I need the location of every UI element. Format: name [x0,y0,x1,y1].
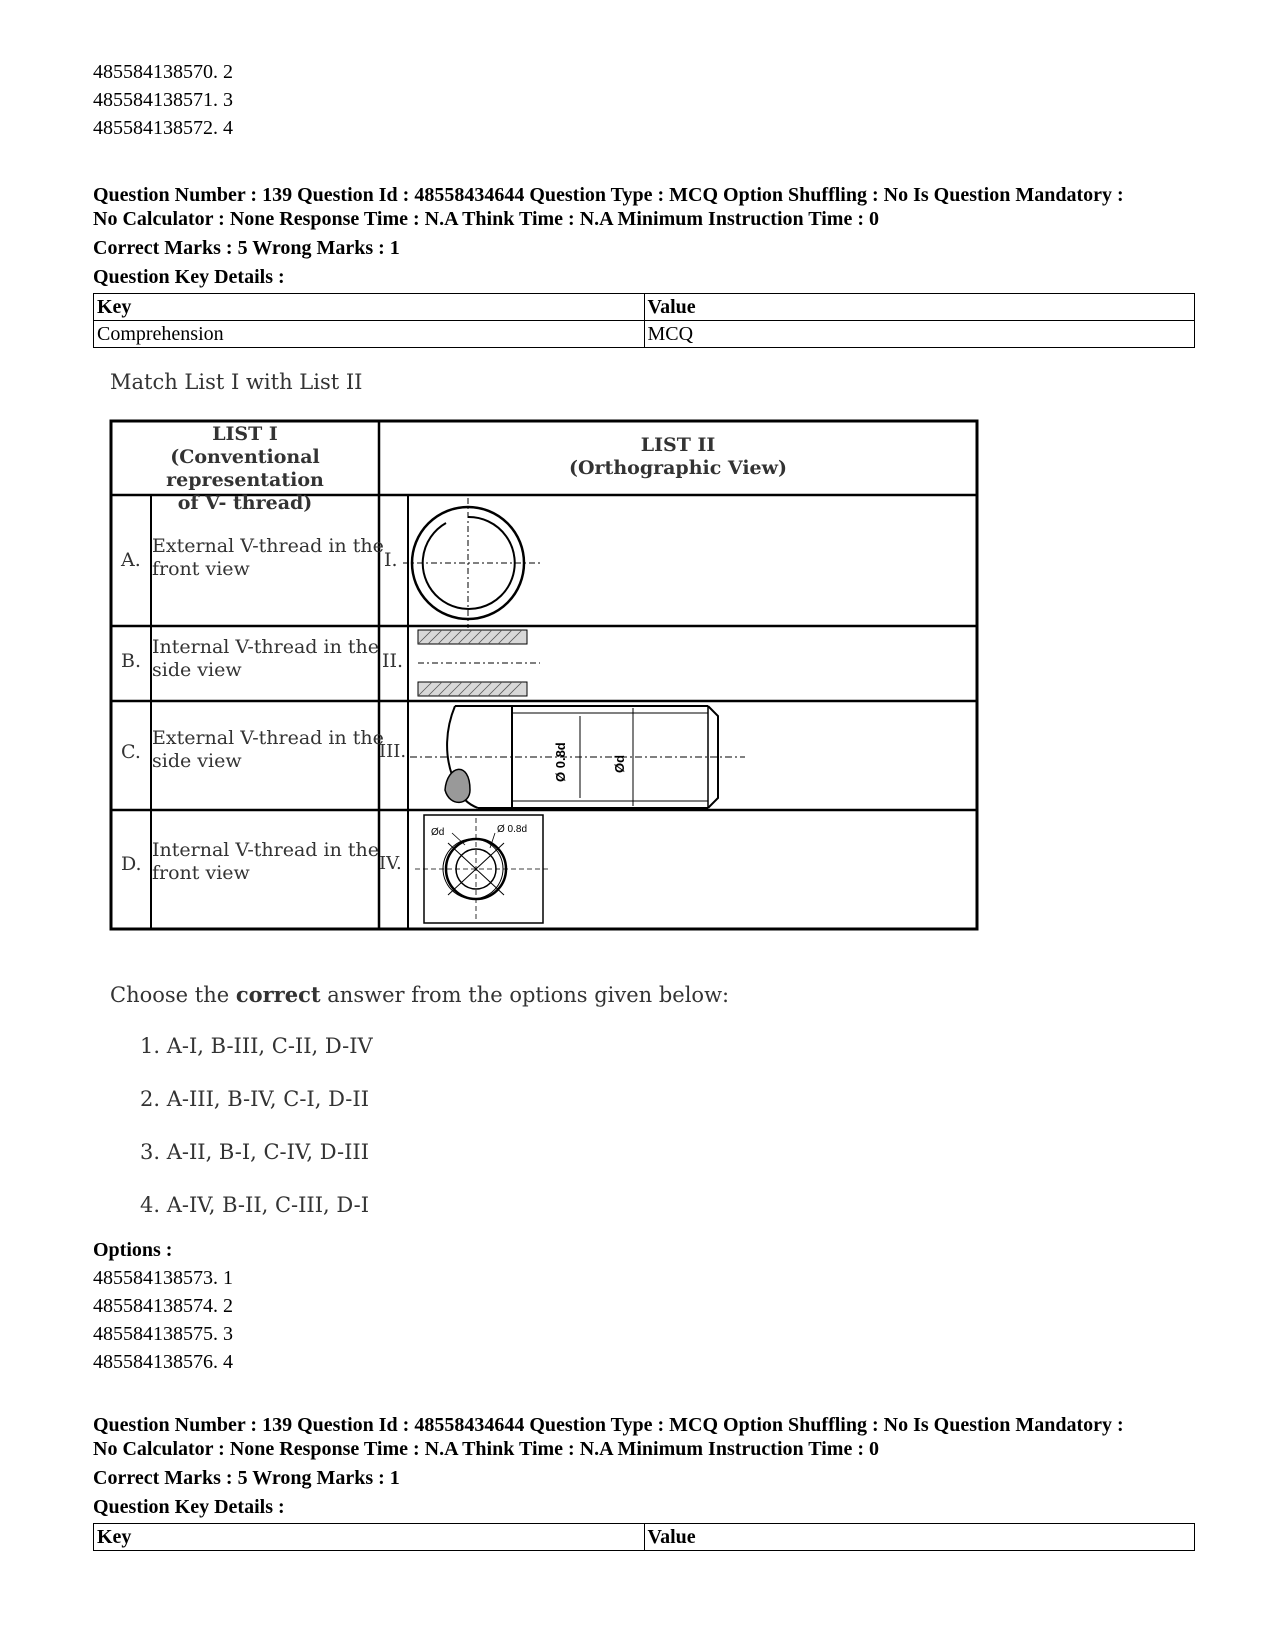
row-roman: I. [384,549,398,571]
prev-option: 485584138570. 2 [93,61,233,83]
prev-option: 485584138571. 3 [93,89,233,111]
dim-label-small-d08: Ø 0.8d [497,824,528,835]
row-letter: A. [121,549,141,571]
key-cell: Comprehension [94,321,645,348]
row-text-line: front view [152,558,250,580]
choose-instruction [110,982,729,1007]
question-meta-line1: Question Number : 139 Question Id : 48558434644 Question Type : MCQ Option Shuffling : No Is Question Mandatory : [93,1414,1124,1436]
choose-suffix: answer from the options given below: [320,983,730,1007]
row-roman: II. [382,650,404,672]
marks-line: Correct Marks : 5 Wrong Marks : 1 [93,237,400,259]
row-letter: B. [121,650,142,672]
marks-line: Correct Marks : 5 Wrong Marks : 1 [93,1467,400,1489]
row-text-line: External V-thread in the [152,727,384,749]
thread-figure-iii [410,706,745,808]
options-label: Options : [93,1239,173,1261]
answer-choice: 4. A-IV, B-II, C-III, D-I [140,1193,369,1217]
answer-choice: 1. A-I, B-III, C-II, D-IV [140,1034,373,1058]
key-header: Key [94,294,645,321]
choose-bold: correct [235,982,321,1007]
option-item: 485584138573. 1 [93,1267,233,1289]
option-item: 485584138576. 4 [93,1351,233,1373]
row-text [152,535,384,581]
key-details-label: Question Key Details : [93,266,285,288]
row-text-line: Internal V-thread in the [152,839,379,861]
list1-subtitle: (Conventional representation [166,446,324,491]
dim-label-d08: Ø 0.8d [553,742,568,782]
dim-label-small-d: Ød [431,827,445,838]
row-text-line: front view [152,862,250,884]
key-details-table [93,1523,1195,1551]
question-meta-line2: No Calculator : None Response Time : N.A Think Time : N.A Minimum Instruction Time : 0 [93,208,879,230]
question-meta-line2: No Calculator : None Response Time : N.A Think Time : N.A Minimum Instruction Time : 0 [93,1438,879,1460]
list2-header [381,434,975,480]
row-letter: C. [121,741,141,763]
row-roman: III. [379,741,407,762]
row-text-line: side view [152,659,242,681]
option-item: 485584138574. 2 [93,1295,233,1317]
row-roman: IV. [379,853,402,874]
row-text-line: Internal V-thread in the [152,636,379,658]
prev-option: 485584138572. 4 [93,117,233,139]
choose-prefix: Choose the [110,983,236,1007]
list1-subtitle2: of V- thread) [177,492,313,514]
row-text-line: External V-thread in the [152,535,384,557]
thread-figure-i [403,498,540,628]
thread-figure-ii [418,630,540,696]
list2-title: LIST II [640,434,716,456]
value-header: Value [644,294,1195,321]
question-intro: Match List I with List II [110,370,363,394]
answer-choice: 2. A-III, B-IV, C-I, D-II [140,1087,369,1111]
answer-choice: 3. A-II, B-I, C-IV, D-III [140,1140,369,1164]
value-cell: MCQ [644,321,1195,348]
list1-header [113,423,377,515]
option-item: 485584138575. 3 [93,1323,233,1345]
row-text [152,839,379,885]
list1-title: LIST I [212,423,278,445]
key-details-label: Question Key Details : [93,1496,285,1518]
row-text [152,636,379,682]
question-meta-line1: Question Number : 139 Question Id : 48558434644 Question Type : MCQ Option Shuffling : No Is Question Mandatory : [93,184,1124,206]
row-letter: D. [121,853,142,875]
value-header: Value [644,1524,1195,1551]
row-text [152,727,384,773]
dim-label-d: Ød [612,754,627,773]
key-header: Key [94,1524,645,1551]
list2-subtitle: (Orthographic View) [569,457,787,479]
row-text-line: side view [152,750,242,772]
